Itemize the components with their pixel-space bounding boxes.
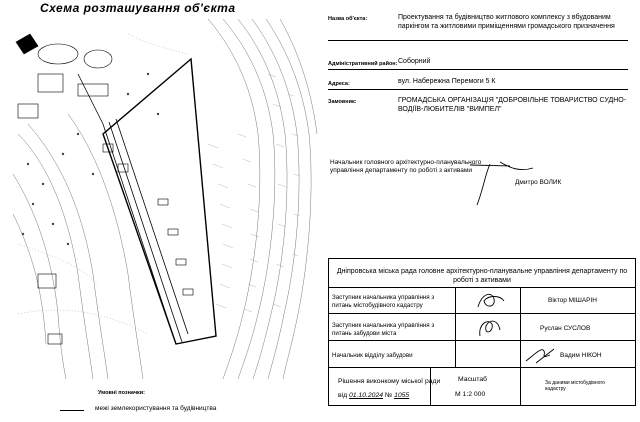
- signoff-name: Дмитро ВОЛИК: [515, 179, 562, 186]
- divider: [328, 89, 628, 90]
- page-title: Схема розташування об'єкта: [40, 1, 236, 15]
- decision-date: 01.10.2024: [348, 392, 384, 399]
- divider: [328, 40, 628, 41]
- site-boundary: [103, 59, 216, 344]
- district-value: Соборний: [398, 58, 431, 65]
- scale-value: М 1:2 000: [455, 391, 486, 398]
- row-position: Заступник начальника управління з питань забудови міста: [332, 322, 435, 337]
- row-divider: [328, 367, 636, 368]
- customer-value: ГРОМАДСЬКА ОРГАНІЗАЦІЯ "ДОБРОВІЛЬНЕ ТОВАРИСТВО СУДНО-ВОДІЇВ-ЛЮБИТЕЛІВ "ВИМПЕЛ": [398, 97, 627, 113]
- address-value: вул. Набережна Перемоги 5 К: [398, 78, 496, 85]
- object-label: Назва об'єкта:: [328, 16, 368, 22]
- object-value: Проектування та будівництво житлового комплексу з вбудованим паркінгом та житловими приміщеннями громадського призначення: [398, 14, 615, 30]
- decision-no-prefix: №: [384, 392, 393, 399]
- signature-misharin: [470, 289, 510, 311]
- signature-nikon: [522, 343, 558, 365]
- row-divider: [328, 313, 636, 314]
- district-label: Адміністративний район:: [328, 61, 398, 67]
- legend-item: межі землекористування та будівництва: [95, 405, 217, 412]
- road-lines: [78, 74, 188, 344]
- site-plan-map: [8, 14, 318, 379]
- row-name: Руслан СУСЛОВ: [540, 325, 591, 332]
- decision-no: 1055: [394, 392, 410, 399]
- row-name: Вадим НІКОН: [560, 352, 602, 359]
- address-label: Адреса:: [328, 81, 350, 87]
- row-divider: [328, 287, 636, 288]
- row-divider: [328, 340, 636, 341]
- legend-title: Умовні позначки:: [98, 390, 146, 396]
- row-position: Заступник начальника управління з питань містобудівного кадастру: [332, 294, 435, 309]
- signoff-position: Начальник головного архітектурно-планувального управління департаменту по роботі з активами: [330, 159, 482, 174]
- legend-line-swatch: [60, 410, 84, 411]
- row-name: Віктор МІШАРІН: [548, 297, 597, 304]
- cadastre-note: За даними містобудівного кадастру: [545, 380, 605, 392]
- customer-label: Замовник:: [328, 99, 357, 105]
- divider: [328, 69, 628, 70]
- decision-label: Рішення виконкому міської ради: [338, 378, 441, 385]
- hatch-lines: [208, 74, 300, 312]
- signature-suslov: [470, 316, 510, 340]
- col-divider: [520, 287, 521, 406]
- table-header: Дніпровська міська рада головне архітектурно-планувальне управління департаменту по роботі з активами: [336, 268, 628, 284]
- col-divider: [455, 287, 456, 367]
- decision-prefix: від: [338, 392, 348, 399]
- decision-line: [338, 392, 409, 399]
- col-divider: [430, 367, 431, 406]
- scale-label: Масштаб: [458, 376, 488, 383]
- row-position: Начальник відділу забудови: [332, 352, 413, 359]
